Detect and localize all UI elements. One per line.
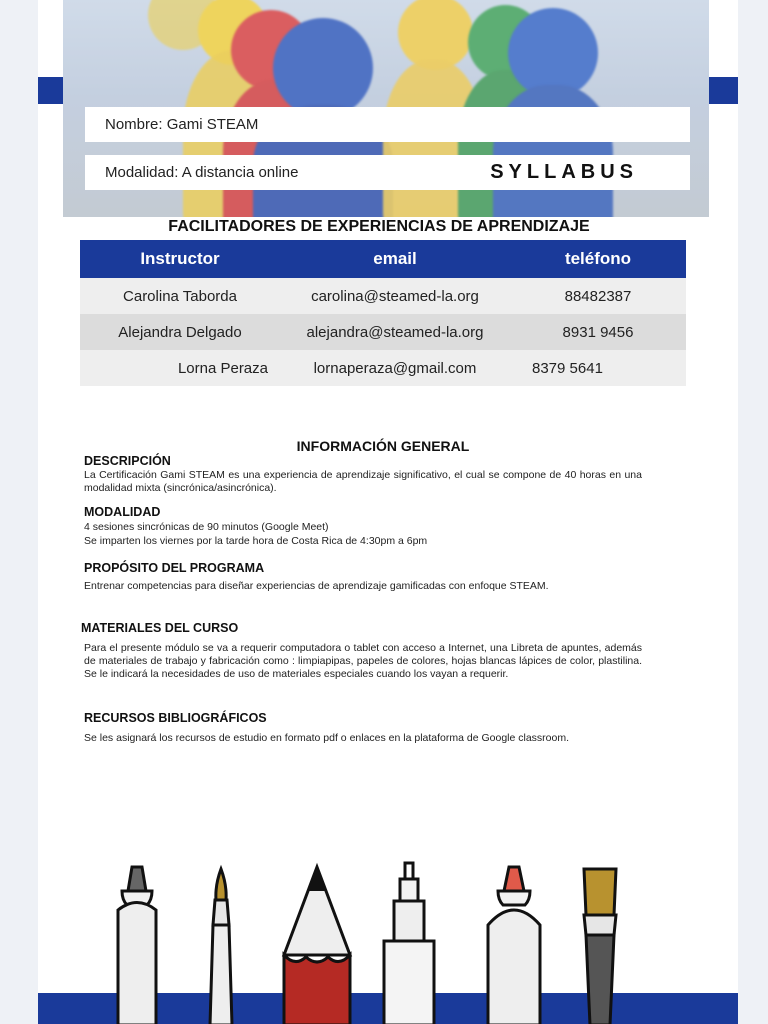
recursos-text: Se les asignará los recursos de estudio en formato pdf o enlaces en la plataforma de Google classroom. bbox=[84, 732, 570, 744]
proposito-heading: PROPÓSITO DEL PROGRAMA bbox=[84, 561, 265, 575]
flat-brush-icon bbox=[584, 869, 616, 1024]
instructor-name: Lorna Peraza bbox=[80, 350, 280, 386]
technical-pen-icon bbox=[384, 863, 434, 1024]
instructor-name: Alejandra Delgado bbox=[80, 314, 280, 350]
facilitadores-title: FACILITADORES DE EXPERIENCIAS DE APRENDIZAJE bbox=[168, 218, 590, 235]
materiales-heading: MATERIALES DEL CURSO bbox=[81, 621, 239, 635]
col-telefono: teléfono bbox=[510, 240, 686, 278]
syllabus-title: SYLLABUS bbox=[490, 161, 638, 183]
table-row bbox=[80, 350, 686, 386]
nombre-label: Nombre: bbox=[105, 116, 163, 133]
pencil-icon bbox=[284, 867, 350, 1024]
instructor-email[interactable]: alejandra@steamed-la.org bbox=[280, 314, 510, 350]
table-row bbox=[80, 314, 686, 350]
nombre-value: Gami STEAM bbox=[166, 116, 259, 133]
instructors-table bbox=[80, 240, 686, 386]
instructor-phone: 88482387 bbox=[510, 278, 686, 314]
col-instructor: Instructor bbox=[80, 240, 280, 278]
modalidad-text-1: 4 sesiones sincrónicas de 90 minutos (Google Meet) bbox=[84, 521, 329, 533]
col-email: email bbox=[280, 240, 510, 278]
marker-icon bbox=[118, 867, 156, 1024]
art-tools-illustration bbox=[100, 855, 660, 1024]
descripcion-heading: DESCRIPCIÓN bbox=[84, 454, 171, 468]
modalidad-box bbox=[85, 155, 690, 190]
instructor-name: Carolina Taborda bbox=[80, 278, 280, 314]
marker-icon bbox=[488, 867, 540, 1024]
modalidad-label: Modalidad: bbox=[105, 164, 179, 181]
table-header-row bbox=[80, 240, 686, 278]
instructor-email[interactable]: carolina@steamed-la.org bbox=[280, 278, 510, 314]
nombre-box bbox=[85, 107, 690, 142]
materiales-text: Para el presente módulo se va a requerir computadora o tablet con acceso a Internet, una Libreta de apuntes, además de materiales de trabajo y fabricación como : limpiapipas, papeles de colores, hojas blancas lápices de color, plastilina. Se le indicará la necesidades de uso de materiales especiales cuando los vayan a requerir. bbox=[84, 642, 642, 680]
modalidad-heading: MODALIDAD bbox=[84, 505, 161, 519]
proposito-text: Entrenar competencias para diseñar experiencias de aprendizaje gamificadas con enfoque STEAM. bbox=[84, 580, 549, 592]
recursos-heading: RECURSOS BIBLIOGRÁFICOS bbox=[84, 711, 267, 725]
descripcion-text: La Certificación Gami STEAM es una experiencia de aprendizaje significativo, el cual se compone de 40 horas en una modalidad mixta (sincrónica/asincrónica). bbox=[84, 469, 642, 494]
paintbrush-icon bbox=[210, 869, 232, 1024]
instructor-email[interactable]: lornaperaza@gmail.com bbox=[280, 350, 510, 386]
table-row bbox=[80, 278, 686, 314]
modalidad-value: A distancia online bbox=[181, 164, 299, 181]
info-general-title: INFORMACIÓN GENERAL bbox=[296, 438, 470, 454]
instructor-phone: 8379 5641 bbox=[510, 350, 686, 386]
instructor-phone: 8931 9456 bbox=[510, 314, 686, 350]
modalidad-text-2: Se imparten los viernes por la tarde hora de Costa Rica de 4:30pm a 6pm bbox=[84, 535, 428, 547]
